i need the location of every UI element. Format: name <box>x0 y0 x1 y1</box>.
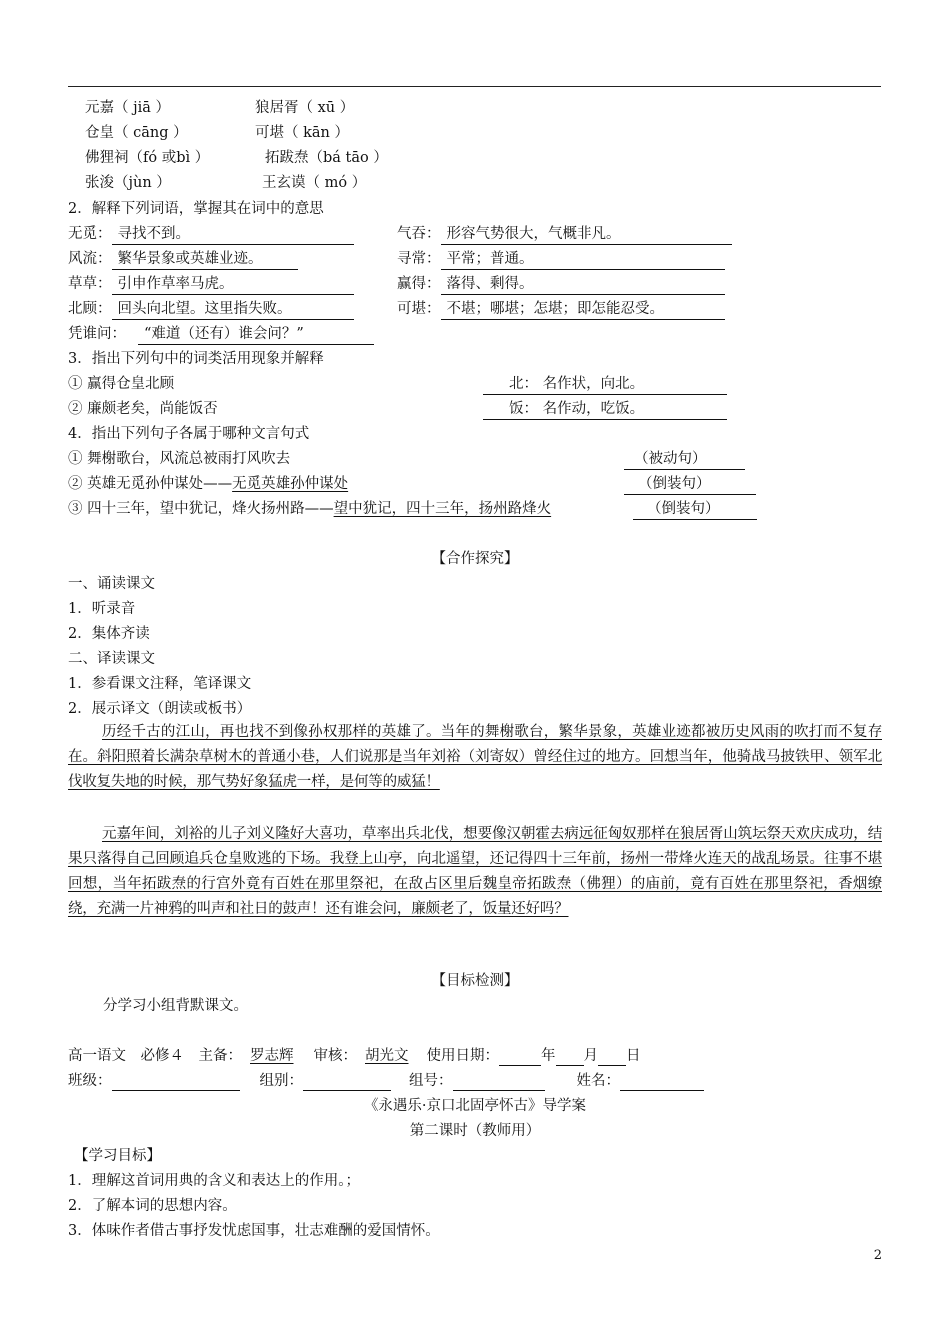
hezuo-line: 二、译读课文 <box>68 651 155 667</box>
vocab-answer: 回头向北望。这里指失败。 <box>112 300 354 320</box>
q4-sentence <box>68 499 551 519</box>
question-4-title: 4．指出下列句子各属于哪种文言句式 <box>68 426 310 442</box>
goal-item: 1．理解这首词用典的含义和表达上的作用。； <box>68 1173 360 1189</box>
date-year-blank[interactable] <box>499 1049 541 1066</box>
groupno-label: 组号： <box>409 1073 453 1089</box>
groupno-blank[interactable] <box>453 1074 545 1091</box>
vocab-answer: 繁华景象或英雄业迹。 <box>112 250 298 270</box>
hezuo-line: 2．集体齐读 <box>68 626 150 642</box>
date-day-blank[interactable] <box>598 1049 626 1066</box>
vocab-row <box>68 299 354 320</box>
translation-paragraph-1: 历经千古的江山，再也找不到像孙权那样的英雄了。当年的舞榭歌台，繁华景象，英雄业迹都被历史风雨的吹打而不复存在。斜阳照着长满杂草树木的普通小巷，人们说那是当年刘裕（刘寄奴）曾经住过的地方。回想当年，他骑战马披铁甲、领军北伐收复失地的时候，那气势好象猛虎一样，是何等的威猛！ <box>68 724 882 790</box>
hezuo-line: 2．展示译文（朗读或板书） <box>68 701 252 717</box>
vocab-row <box>397 224 732 245</box>
page-number: 2 <box>873 1248 882 1263</box>
vocab-term: 北顾： <box>68 301 112 317</box>
vocab-row <box>68 324 374 345</box>
q3-answer <box>483 374 727 395</box>
vocab-term: 草草： <box>68 276 112 292</box>
date-month-blank[interactable] <box>556 1049 584 1066</box>
pinyin-item: 仓皇（ cāng ） <box>85 125 188 141</box>
q4-answer-text: （倒装句） <box>624 475 756 495</box>
pinyin-row <box>255 98 354 118</box>
course-label: 高一语文 必修４ 主备： <box>68 1048 242 1064</box>
q4-answer-text: （被动句） <box>624 450 745 470</box>
vocab-row <box>397 299 725 320</box>
vocab-term: 无觅： <box>68 226 112 242</box>
vocab-term: 气吞： <box>397 226 441 242</box>
pinyin-item: 狼居胥（ xū ） <box>255 100 355 116</box>
q4-answer-text: （倒装句） <box>633 500 757 520</box>
vocab-answer: 寻找不到。 <box>112 225 354 245</box>
mubiao-text: 分学习小组背默课文。 <box>103 998 248 1014</box>
header-rule <box>68 86 881 87</box>
next-subtitle: 第二课时（教师用） <box>409 1123 541 1139</box>
student-info-line <box>68 1071 704 1091</box>
hezuo-line: 一、诵读课文 <box>68 576 155 592</box>
vocab-answer: “难道（还有）谁会问？” <box>138 325 374 345</box>
question-3-title: 3．指出下列句中的词类活用现象并解释 <box>68 351 324 367</box>
q4-rewrite: 望中犹记，四十三年，扬州路烽火 <box>333 501 552 517</box>
pinyin-item: 拓跋焘（bá tāo ） <box>265 150 388 166</box>
pinyin-row <box>262 173 366 193</box>
class-label: 班级： <box>68 1073 112 1089</box>
name-blank[interactable] <box>620 1074 704 1091</box>
vocab-term: 赢得： <box>397 276 441 292</box>
date-month-label: 月 <box>583 1048 598 1064</box>
pinyin-row <box>85 123 188 143</box>
vocab-answer: 引申作草率马虎。 <box>112 275 354 295</box>
translation-paragraph-2: 元嘉年间，刘裕的儿子刘义隆好大喜功，草率出兵北伐，想要像汉朝霍去病远征匈奴那样在狼居胥山筑坛祭天欢庆成功，结果只落得自己回顾追兵仓皇败逃的下场。我登上山亭，向北遥望，还记得四十三年前，扬州一带烽火连天的战乱场景。往事不堪回想，当年拓跋焘的行宫外竟有百姓在那里祭祀，在敌占区里后魏皇帝拓跋焘（佛狸）的庙前，竟有百姓在那里祭祀，香烟缭绕，充满一片神鸦的叫声和社日的鼓声！还有谁会问，廉颇老了，饭量还好吗？ <box>68 826 882 917</box>
pinyin-row <box>85 98 170 118</box>
name-label: 姓名： <box>576 1073 620 1089</box>
next-title: 《永遇乐·京口北固亭怀古》导学案 <box>363 1098 587 1114</box>
q3-sentence: ② 廉颇老矣，尚能饭否 <box>68 401 218 417</box>
section-heading-hezuo: 【合作探究】 <box>431 551 519 567</box>
goal-item: 3．体味作者借古事抒发忧虑国事，壮志难酬的爱国情怀。 <box>68 1223 440 1239</box>
vocab-answer: 不堪；哪堪；怎堪；即怎能忍受。 <box>441 300 725 320</box>
q4-answer <box>624 449 745 470</box>
q4-answer <box>633 499 757 520</box>
group-label: 组别： <box>259 1073 303 1089</box>
vocab-answer: 平常；普通。 <box>441 250 725 270</box>
q4-sentence <box>68 474 348 494</box>
pinyin-item: 可堪（ kān ） <box>255 125 349 141</box>
date-label: 使用日期： <box>426 1048 499 1064</box>
q4-sentence: ① 舞榭歌台，风流总被雨打风吹去 <box>68 451 291 467</box>
vocab-row <box>68 224 354 245</box>
vocab-row <box>68 274 354 295</box>
vocab-term: 凭谁问： <box>68 326 126 342</box>
date-year-label: 年 <box>541 1048 556 1064</box>
hezuo-line: 1．参看课文注释，笔译课文 <box>68 676 252 692</box>
vocab-row <box>397 274 725 295</box>
vocab-answer: 形容气势很大，气概非凡。 <box>441 225 732 245</box>
q4-sentence-text: ② 英雄无觅孙仲谋处—— <box>68 476 233 492</box>
pinyin-row <box>85 173 171 193</box>
pinyin-item: 元嘉（ jiā ） <box>85 100 170 116</box>
q4-sentence-text: ③ 四十三年，望中犹记，烽火扬州路—— <box>68 501 334 517</box>
shenhe-label: 审核： <box>313 1048 357 1064</box>
pinyin-item: 王玄谟（ mó ） <box>262 175 367 191</box>
q4-answer <box>624 474 756 495</box>
question-2-title: 2．解释下列词语，掌握其在词中的意思 <box>68 201 324 217</box>
q3-answer-text: 饭： 名作动，吃饭。 <box>483 400 727 420</box>
zhubei-name: 罗志辉 <box>250 1048 294 1064</box>
vocab-row <box>68 249 298 270</box>
section-heading-mubiao: 【目标检测】 <box>431 973 519 989</box>
pinyin-item: 张浚（jùn ） <box>85 175 171 191</box>
pinyin-row <box>85 148 209 168</box>
group-blank[interactable] <box>303 1074 391 1091</box>
vocab-row <box>397 249 725 270</box>
vocab-term: 寻常： <box>397 251 441 267</box>
date-day-label: 日 <box>626 1048 641 1064</box>
pinyin-row <box>265 148 388 168</box>
hezuo-line: 1．听录音 <box>68 601 136 617</box>
course-info-line <box>68 1046 641 1066</box>
class-blank[interactable] <box>112 1074 240 1091</box>
shenhe-name: 胡光文 <box>365 1048 409 1064</box>
q3-answer <box>483 399 727 420</box>
q3-answer-text: 北： 名作状，向北。 <box>483 375 727 395</box>
vocab-term: 可堪： <box>397 301 441 317</box>
goal-item: 2．了解本词的思想内容。 <box>68 1198 237 1214</box>
pinyin-row <box>255 123 349 143</box>
pinyin-item: 佛狸祠（fó 或bì ） <box>85 150 210 166</box>
goals-heading: 【学习目标】 <box>74 1148 161 1164</box>
q3-sentence: ① 赢得仓皇北顾 <box>68 376 175 392</box>
vocab-answer: 落得、剩得。 <box>441 275 725 295</box>
q4-rewrite: 无觅英雄孙仲谋处 <box>232 476 349 492</box>
vocab-term: 风流： <box>68 251 112 267</box>
